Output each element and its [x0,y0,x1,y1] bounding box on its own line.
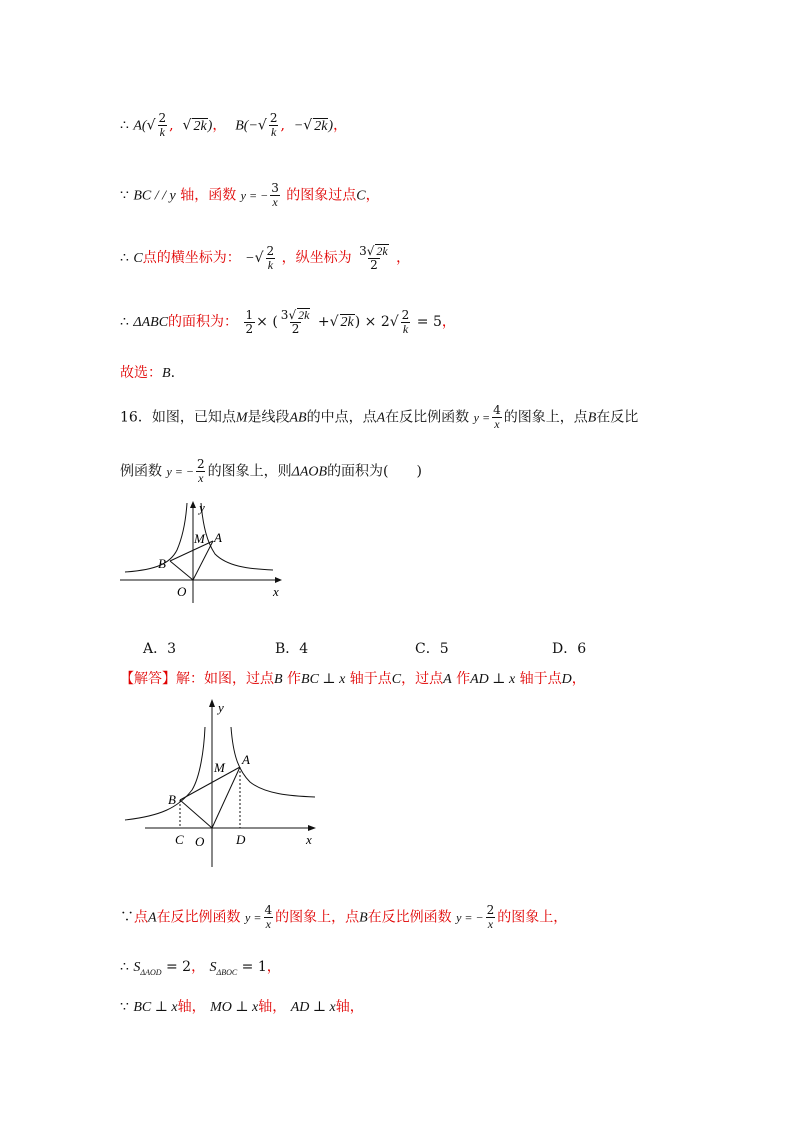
solution-tag: 【解答】 [120,671,176,687]
answer-line: 故选：B. [120,365,176,381]
segment-oa [193,541,213,580]
segment-ob [180,800,212,828]
option-b: B．4 [275,641,309,657]
solution-line-c-coord: ∴ C点的横坐标为： −√ $\frac{2}{k}$ ，纵坐标为 $\frac{3√ 2k}{2}$ ， [120,243,411,272]
because-symbol: ∵ [120,187,129,204]
label-m: M [214,760,225,775]
label-o: O [195,834,205,849]
solution-line-areas: ∴ $S_{\Delta AOD} = 2$， $S_{\Delta BOC} = 1$， [120,959,281,977]
label-b: B [168,792,176,807]
label-y: y [218,700,224,715]
solution-line-bc-parallel: ∵ BC / / y 轴，函数 y = − $\frac{3}{x}$ 的图象过点C， [120,181,380,209]
label-o: O [177,584,187,599]
label-c: C [175,832,184,847]
label-a: A [214,530,222,545]
question-figure [115,498,295,610]
y-axis-arrow [209,699,215,707]
x-axis-arrow [308,825,316,831]
label-m: M [194,531,205,546]
option-d: D．6 [552,641,587,657]
label-d: D [236,832,246,847]
question-16-line1: 16．如图，已知点M是线段AB的中点，点A在反比例函数 y = $\frac{4}{x}$ 的图象上，点B在反比 [120,403,639,431]
option-a: A．3 [143,641,177,657]
label-x: x [273,584,279,599]
solution-line-points: ∴ A(√ $\frac{2}{k}$ , √ 2k)， B(−√ $\frac{2}{k}$ , −√ 2k)， [120,111,348,139]
solution-figure [120,692,325,870]
solution-intro: 【解答】解：如图，过点B 作BC ⊥ x 轴于点C，过点A 作AD ⊥ x 轴于点D， [120,671,586,687]
curve-negative-branch [125,727,205,820]
segment-ob [170,561,193,580]
segment-ab [180,767,240,800]
point-b-coord: B(− [235,118,258,134]
curve-positive-branch [201,503,273,570]
solution-line-area: ∴ ΔABC的面积为： $\frac{1}{2}$ × ( $\frac{3√ 2k}{2}$ +√ 2k) × 2√ $\frac{2}{k}$ = 5， [120,307,456,336]
curve-negative-branch [125,503,187,572]
label-b: B [158,556,166,571]
label-y: y [199,500,205,515]
x-axis-arrow [275,577,282,583]
label-a: A [242,752,250,767]
y-axis-arrow [190,501,196,508]
solution-line-functions: ∵点A在反比例函数 y = $\frac{4}{x}$ 的图象上，点B在反比例函数 y = − $\frac{2}{x}$ 的图象上， [120,903,568,931]
option-c: C．5 [415,641,449,657]
segment-oa [212,767,240,828]
point-a-coord: A( [133,118,147,134]
therefore-symbol: ∴ [120,117,129,134]
solution-line-perpendiculars: ∵ BC ⊥ x轴， MO ⊥ x轴， AD ⊥ x轴， [120,999,364,1015]
label-x: x [306,832,312,847]
question-16-line2: 例函数 y = − $\frac{2}{x}$ 的图象上，则ΔAOB的面积为( ) [120,457,422,485]
